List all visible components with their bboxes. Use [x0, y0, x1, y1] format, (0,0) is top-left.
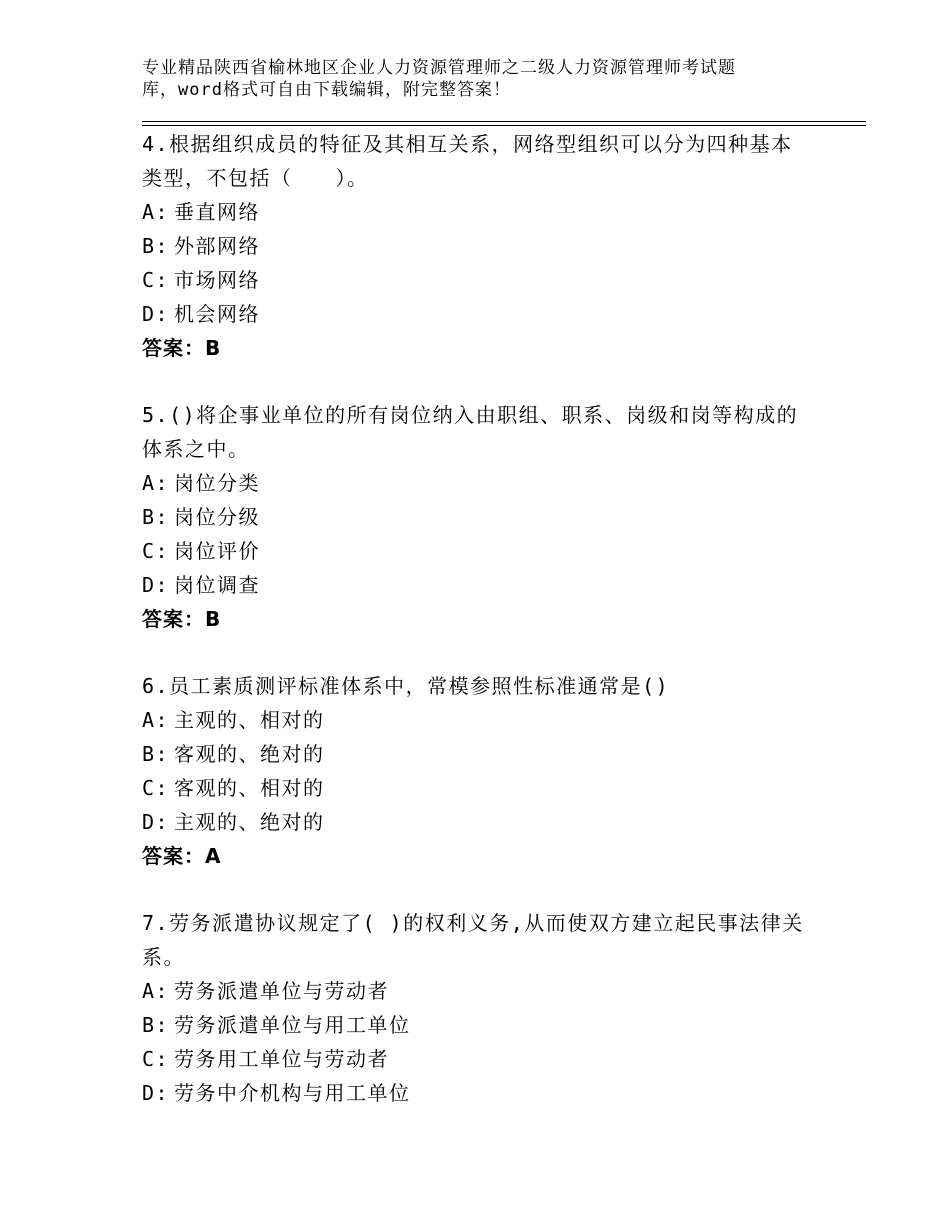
- option-key: D:: [142, 810, 170, 834]
- option-text: 劳务用工单位与劳动者: [174, 1047, 389, 1071]
- option-key: A:: [142, 471, 170, 495]
- option-a: [142, 974, 842, 1008]
- question-stem: [142, 906, 842, 974]
- option-d: [142, 568, 842, 602]
- option-b: [142, 500, 842, 534]
- stem-line: 5.()将企事业单位的所有岗位纳入由职组、职系、岗级和岗等构成的: [142, 403, 799, 427]
- option-key: B:: [142, 742, 170, 766]
- option-a: [142, 466, 842, 500]
- option-text: 客观的、绝对的: [174, 742, 325, 766]
- option-text: 劳务中介机构与用工单位: [174, 1081, 411, 1105]
- question-4: [142, 127, 842, 365]
- option-text: 岗位分级: [174, 505, 260, 529]
- option-text: 主观的、绝对的: [174, 810, 325, 834]
- header-line-2: 库，word格式可自由下载编辑，附完整答案！: [142, 80, 511, 100]
- stem-line: 系。: [142, 945, 185, 969]
- option-key: B:: [142, 1013, 170, 1037]
- header-divider-top: [142, 121, 866, 122]
- answer-label: 答案：B: [142, 607, 222, 631]
- question-7: [142, 906, 842, 1110]
- document-header: [142, 57, 842, 101]
- option-text: 垂直网络: [174, 200, 260, 224]
- option-key: C:: [142, 268, 170, 292]
- answer-label: 答案：B: [142, 336, 222, 360]
- question-6: [142, 669, 842, 873]
- question-list: [142, 126, 842, 1143]
- option-text: 客观的、相对的: [174, 776, 325, 800]
- option-text: 市场网络: [174, 268, 260, 292]
- option-text: 劳务派遣单位与劳动者: [174, 979, 389, 1003]
- option-text: 外部网络: [174, 234, 260, 258]
- option-a: [142, 195, 842, 229]
- option-c: [142, 534, 842, 568]
- option-d: [142, 1076, 842, 1110]
- question-5: [142, 398, 842, 636]
- option-key: D:: [142, 573, 170, 597]
- answer-label: 答案：A: [142, 844, 222, 868]
- option-text: 主观的、相对的: [174, 708, 325, 732]
- option-key: B:: [142, 234, 170, 258]
- option-a: [142, 703, 842, 737]
- header-line-1: 专业精品陕西省榆林地区企业人力资源管理师之二级人力资源管理师考试题: [142, 58, 736, 78]
- question-stem: [142, 398, 842, 466]
- option-key: C:: [142, 539, 170, 563]
- question-stem: [142, 669, 842, 703]
- option-text: 岗位评价: [174, 539, 260, 563]
- stem-line: 4.根据组织成员的特征及其相互关系，网络型组织可以分为四种基本: [142, 132, 793, 156]
- option-key: C:: [142, 1047, 170, 1071]
- option-c: [142, 1042, 842, 1076]
- option-text: 岗位分类: [174, 471, 260, 495]
- option-c: [142, 771, 842, 805]
- option-c: [142, 263, 842, 297]
- option-key: D:: [142, 302, 170, 326]
- stem-line: 7.劳务派遣协议规定了( )的权利义务,从而使双方建立起民事法律关: [142, 911, 804, 935]
- option-b: [142, 1008, 842, 1042]
- option-key: D:: [142, 1081, 170, 1105]
- option-b: [142, 229, 842, 263]
- option-key: C:: [142, 776, 170, 800]
- option-key: B:: [142, 505, 170, 529]
- option-d: [142, 805, 842, 839]
- stem-line: 6.员工素质测评标准体系中，常模参照性标准通常是(): [142, 674, 670, 698]
- option-b: [142, 737, 842, 771]
- option-key: A:: [142, 200, 170, 224]
- option-d: [142, 297, 842, 331]
- stem-line: 体系之中。: [142, 437, 250, 461]
- option-text: 岗位调查: [174, 573, 260, 597]
- option-key: A:: [142, 979, 170, 1003]
- stem-line: 类型，不包括（ ）。: [142, 166, 369, 190]
- option-text: 机会网络: [174, 302, 260, 326]
- option-text: 劳务派遣单位与用工单位: [174, 1013, 411, 1037]
- question-stem: [142, 127, 842, 195]
- option-key: A:: [142, 708, 170, 732]
